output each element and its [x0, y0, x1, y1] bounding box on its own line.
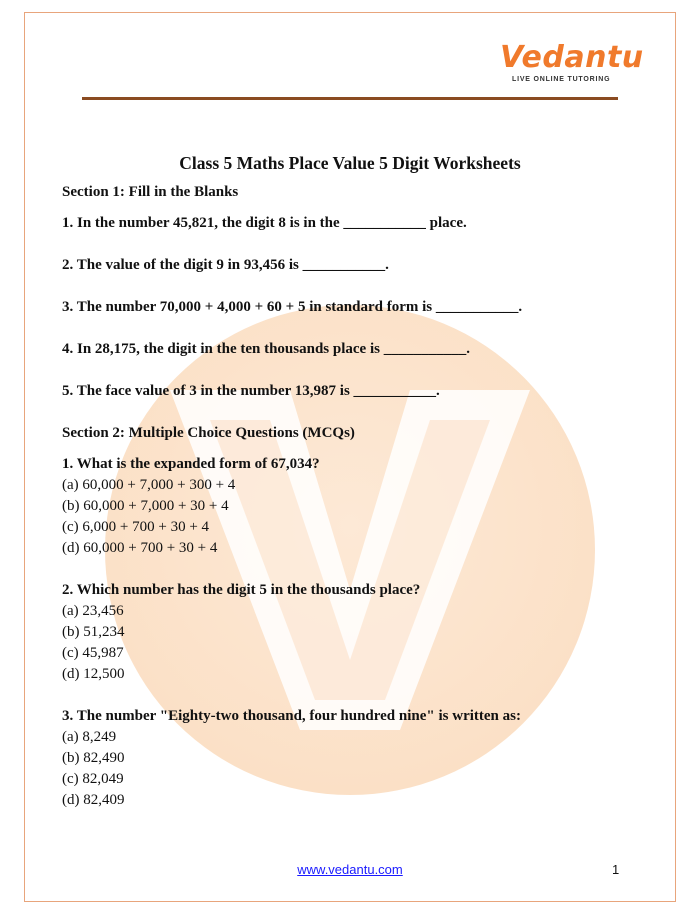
- mcq-question: 1. What is the expanded form of 67,034?: [62, 456, 320, 472]
- page-title: Class 5 Maths Place Value 5 Digit Worksheets: [179, 153, 521, 173]
- mcq-option: (d) 12,500: [62, 666, 125, 682]
- fill-blank-question: 5. The face value of 3 in the number 13,987 is ___________.: [62, 383, 440, 399]
- brand-tagline: LIVE ONLINE TUTORING: [512, 76, 611, 83]
- mcq-option: (b) 60,000 + 7,000 + 30 + 4: [62, 498, 229, 514]
- section-heading: Section 2: Multiple Choice Questions (MCQs): [62, 425, 355, 441]
- fill-blank-question: 1. In the number 45,821, the digit 8 is in the ___________ place.: [62, 215, 467, 231]
- mcq-option: (b) 51,234: [62, 624, 125, 640]
- mcq-question: 2. Which number has the digit 5 in the thousands place?: [62, 582, 421, 598]
- mcq-option: (d) 82,409: [62, 792, 125, 808]
- mcq-question: 3. The number "Eighty-two thousand, four hundred nine" is written as:: [62, 708, 521, 724]
- mcq-option: (a) 60,000 + 7,000 + 300 + 4: [62, 477, 236, 493]
- website-link[interactable]: www.vedantu.com: [297, 862, 403, 877]
- mcq-option: (c) 82,049: [62, 771, 124, 787]
- mcq-option: (b) 82,490: [62, 750, 125, 766]
- mcq-option: (d) 60,000 + 700 + 30 + 4: [62, 540, 218, 556]
- mcq-option: (a) 8,249: [62, 729, 117, 745]
- brand-name: Vedantu: [500, 40, 644, 75]
- fill-blank-question: 3. The number 70,000 + 4,000 + 60 + 5 in standard form is ___________.: [62, 299, 523, 315]
- header-divider: [82, 97, 618, 100]
- mcq-option: (c) 45,987: [62, 645, 124, 661]
- section-heading: Section 1: Fill in the Blanks: [62, 184, 239, 200]
- fill-blank-question: 2. The value of the digit 9 in 93,456 is ___________.: [62, 257, 389, 273]
- mcq-option: (a) 23,456: [62, 603, 124, 619]
- mcq-option: (c) 6,000 + 700 + 30 + 4: [62, 519, 210, 535]
- brand-logo: [500, 40, 644, 90]
- worksheet-body: [62, 182, 652, 811]
- page-number: 1: [612, 862, 620, 877]
- fill-blank-question: 4. In 28,175, the digit in the ten thousands place is ___________.: [62, 341, 470, 357]
